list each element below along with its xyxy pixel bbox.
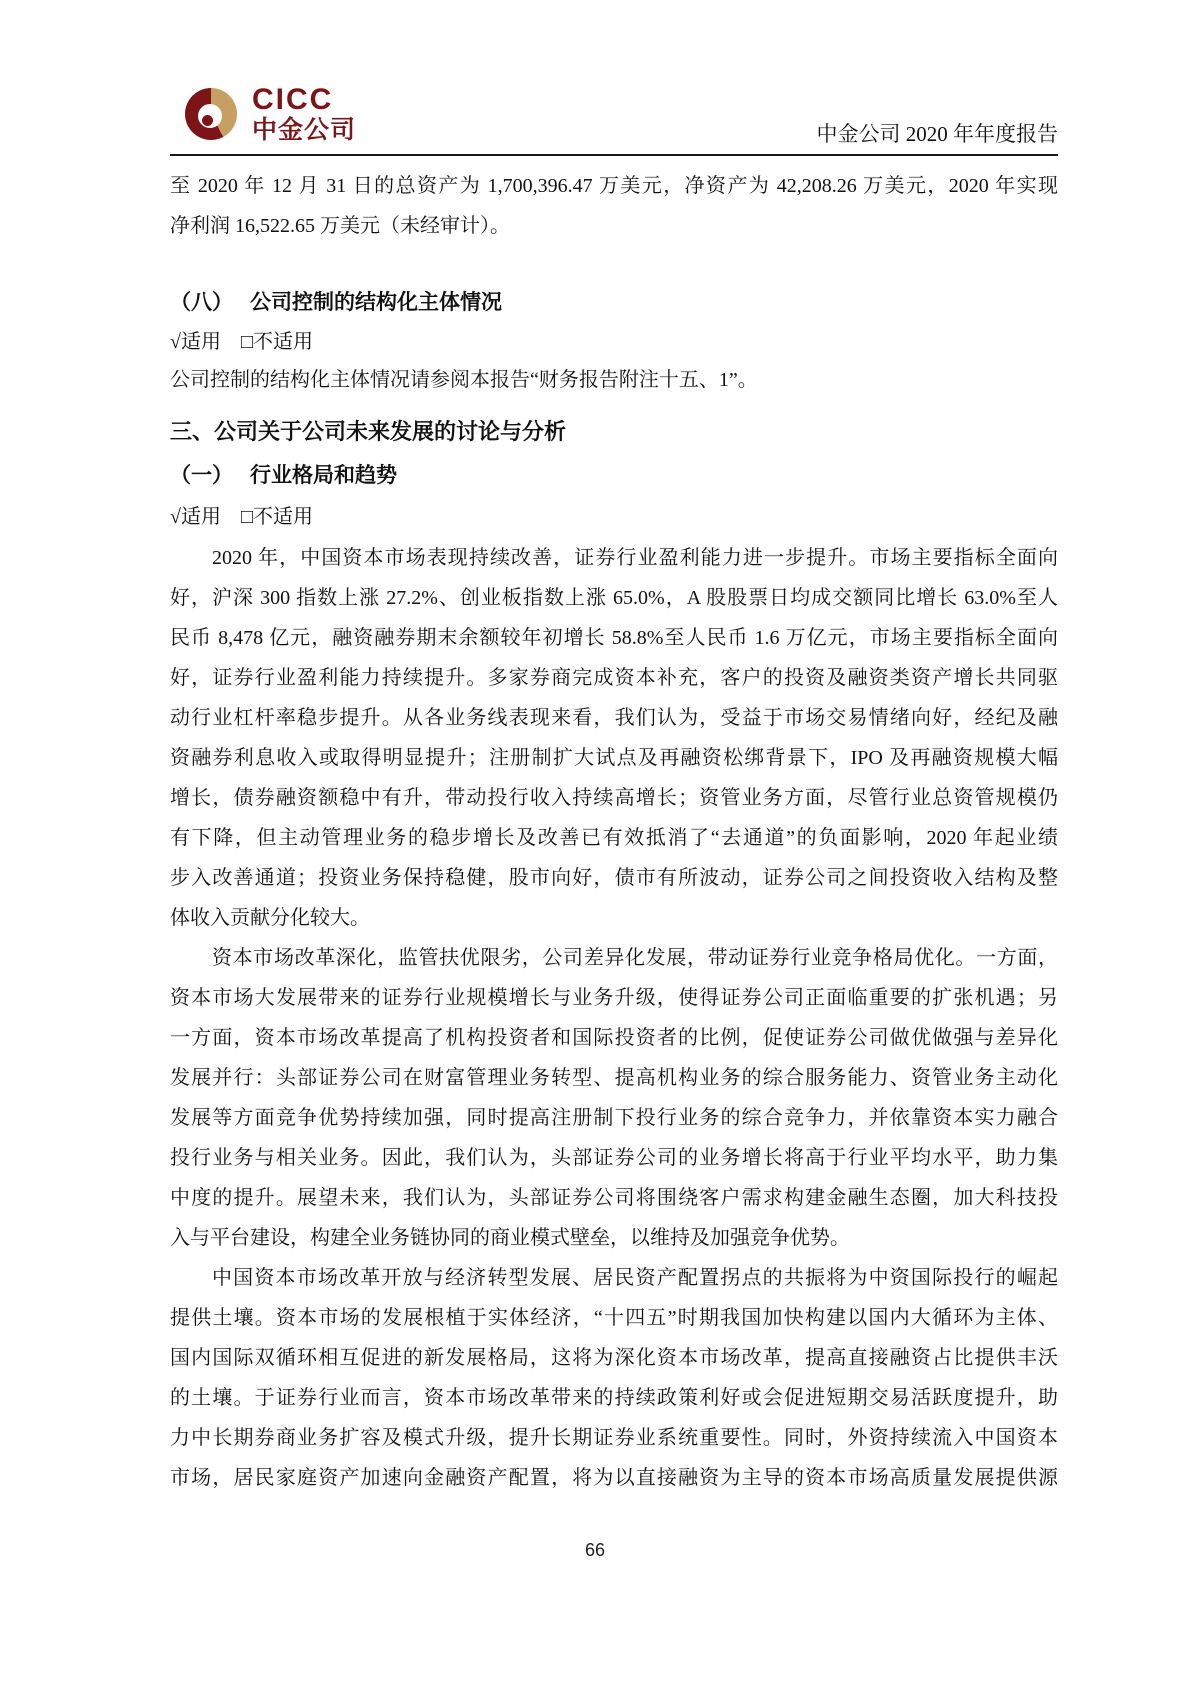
- text-line: 有下降，但主动管理业务的稳步增长及改善已有效抵消了“去通道”的负面影响，2020 年起业绩: [170, 827, 1058, 849]
- section-heading-8: [170, 282, 1058, 322]
- paragraph-market-review: [170, 538, 1058, 938]
- text-line: 净利润 16,522.65 万美元（未经审计）。: [170, 215, 510, 237]
- text-line: 投行业务与相关业务。因此，我们认为，头部证券公司的业务增长将高于行业平均水平，助力集: [170, 1147, 1058, 1169]
- text-line: 发展并行：头部证券公司在财富管理业务转型、提高机构业务的综合服务能力、资管业务主动化: [170, 1067, 1058, 1089]
- section-title: 行业格局和趋势: [250, 463, 397, 487]
- text-line: 好，证券行业盈利能力持续提升。多家券商完成资本补充，客户的投资及融资类资产增长共同驱: [170, 667, 1058, 689]
- text-line: 入与平台建设，构建全业务链协同的商业模式壁垒，以维持及加强竞争优势。: [170, 1227, 850, 1249]
- text-line: 发展等方面竞争优势持续加强，同时提高注册制下投行业务的综合竞争力，并依靠资本实力融合: [170, 1107, 1058, 1129]
- logo-wordmark: [252, 85, 356, 143]
- text-line: 动行业杠杆率稳步提升。从各业务线表现来看，我们认为，受益于市场交易情绪向好，经纪及融: [170, 707, 1058, 729]
- text-line: 中度的提升。展望未来，我们认为，头部证券公司将围绕客户需求构建金融生态圈，加大科技投: [170, 1187, 1058, 1209]
- text-line: 中国资本市场改革开放与经济转型发展、居民资产配置拐点的共振将为中资国际投行的崛起: [212, 1267, 1058, 1289]
- text-line: 力中长期券商业务扩容及模式升级，提升长期证券业系统重要性。同时，外资持续流入中国资本: [170, 1427, 1058, 1449]
- section8-note: 公司控制的结构化主体情况请参阅本报告“财务报告附注十五、1”。: [170, 369, 758, 391]
- section-title: 公司控制的结构化主体情况: [250, 290, 502, 314]
- text-line: 增长，债券融资额稳中有升，带动投行收入持续高增长；资管业务方面，尽管行业总资管规模仍: [170, 787, 1058, 809]
- text-line: 市场，居民家庭资产加速向金融资产配置，将为以直接融资为主导的资本市场高质量发展提供源: [170, 1467, 1058, 1489]
- cicc-logo-icon: [185, 88, 237, 140]
- applicability-line-3-1: √适用 □不适用: [170, 506, 314, 528]
- paragraph-total-assets: [170, 166, 1058, 246]
- text-line: 一方面，资本市场改革提高了机构投资者和国际投资者的比例，促使证券公司做优做强与差异化: [170, 1027, 1058, 1049]
- text-line: 至 2020 年 12 月 31 日的总资产为 1,700,396.47 万美元，净资产为 42,208.26 万美元，2020 年实现: [170, 175, 1058, 197]
- text-line: 体收入贡献分化较大。: [170, 907, 370, 929]
- running-head-title: 中金公司 2020 年年度报告: [816, 122, 1058, 146]
- applicability-line-8: √适用 □不适用: [170, 331, 314, 353]
- chapter-heading-3: 三、公司关于公司未来发展的讨论与分析: [170, 419, 567, 444]
- text-line: 2020 年，中国资本市场表现持续改善，证券行业盈利能力进一步提升。市场主要指标全面向: [212, 547, 1058, 569]
- section-heading-3-1: [170, 455, 1058, 495]
- text-line: 资本市场改革深化，监管扶优限劣，公司差异化发展，带动证券行业竞争格局优化。一方面，: [212, 947, 1058, 969]
- text-line: 好，沪深 300 指数上涨 27.2%、创业板指数上涨 65.0%，A 股股票日均成交额同比增长 63.0%至人: [170, 587, 1058, 609]
- text-line: 提供土壤。资本市场的发展根植于实体经济，“十四五”时期我国加快构建以国内大循环为主体、: [170, 1307, 1058, 1329]
- header-divider: [170, 154, 1058, 156]
- paragraph-competitive-landscape: [170, 938, 1058, 1258]
- page-number: 66: [584, 1540, 606, 1560]
- logo-swirl-dot: [202, 115, 213, 126]
- logo-text-cn: 中金公司: [252, 116, 357, 144]
- text-line: 的土壤。于证券行业而言，资本市场改革带来的持续政策利好或会促进短期交易活跃度提升，助: [170, 1387, 1058, 1409]
- text-line: 资融券利息收入或取得明显提升；注册制扩大试点及再融资松绑背景下，IPO 及再融资规模大幅: [170, 747, 1058, 769]
- section-number: （一）: [170, 463, 233, 487]
- logo-text-en: CICC: [252, 83, 334, 116]
- text-line: 民币 8,478 亿元，融资融券期末余额较年初增长 58.8%至人民币 1.6 万亿元，市场主要指标全面向: [170, 627, 1058, 649]
- paragraph-reform-outlook: [170, 1258, 1058, 1498]
- text-line: 步入改善通道；投资业务保持稳健，股市向好，债市有所波动，证券公司之间投资收入结构及整: [170, 867, 1058, 889]
- text-line: 资本市场大发展带来的证券行业规模增长与业务升级，使得证券公司正面临重要的扩张机遇；另: [170, 987, 1058, 1009]
- text-line: 国内国际双循环相互促进的新发展格局，这将为深化资本市场改革，提高直接融资占比提供丰沃: [170, 1347, 1058, 1369]
- cicc-logo: [185, 85, 356, 143]
- section-number: （八）: [170, 290, 233, 314]
